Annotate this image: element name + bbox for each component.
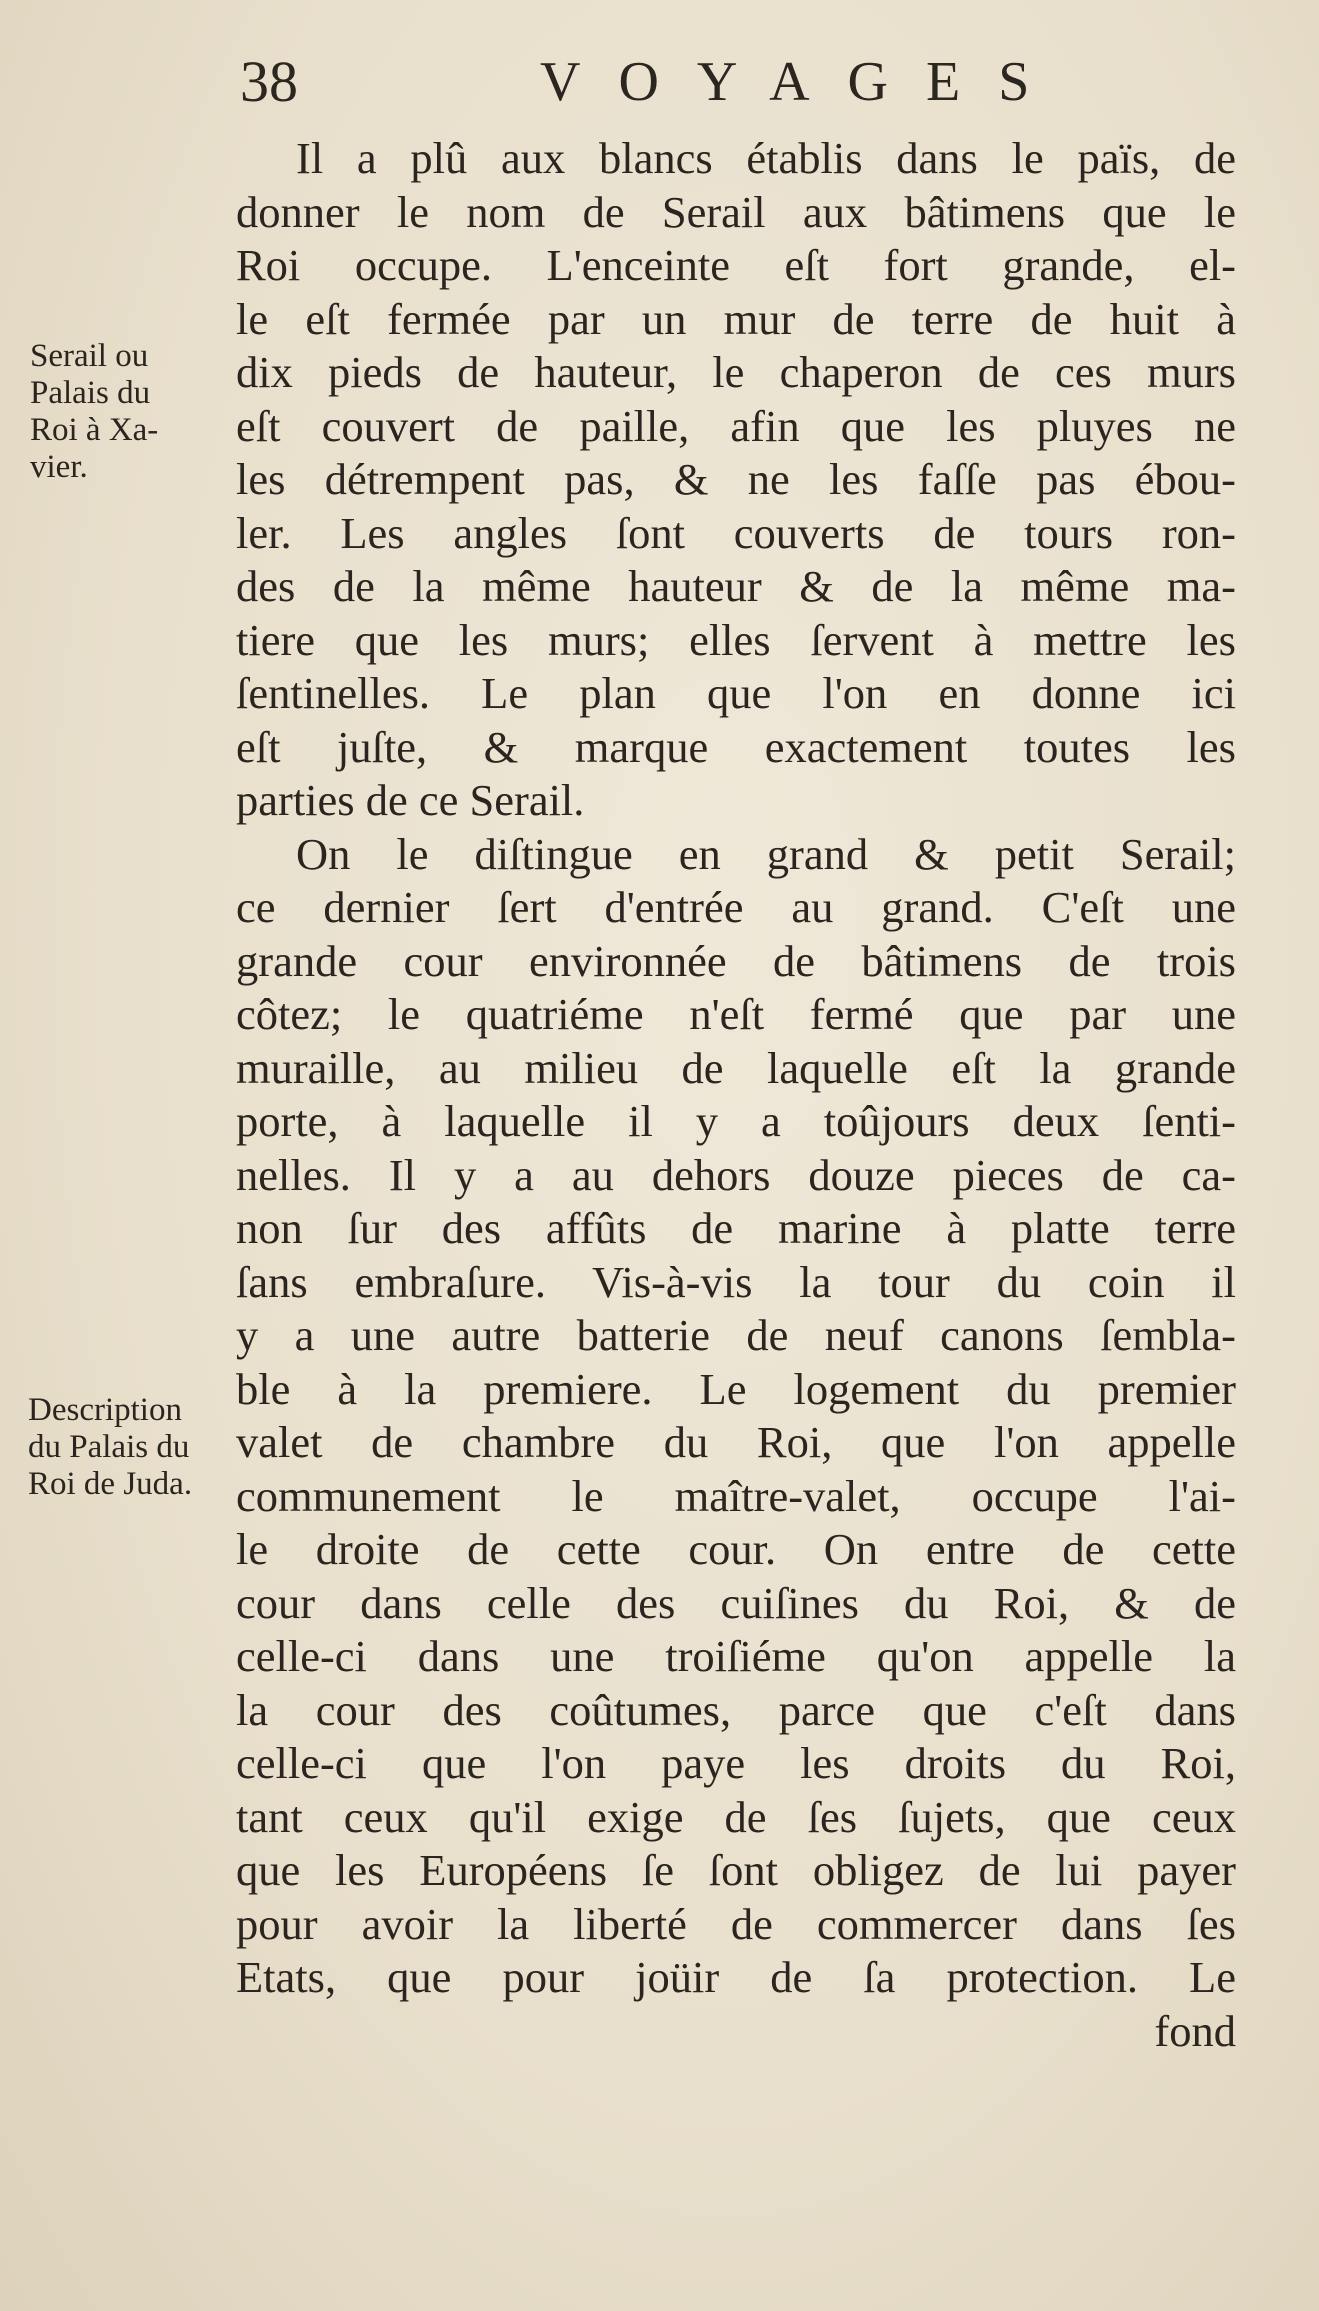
body-text <box>236 132 1236 2058</box>
text-line: celle-ci dans une troiſiéme qu'on appelle la <box>236 1631 1236 1681</box>
text-line: celle-ci que l'on paye les droits du Roi, <box>236 1738 1236 1788</box>
page-number: 38 <box>240 49 298 114</box>
text-line: tant ceux qu'il exige de ſes ſujets, que ceux <box>236 1791 1236 1842</box>
running-head: VOYAGES <box>540 51 1068 113</box>
margin-note-line: Serail ou <box>30 338 149 374</box>
text-line: grande cour environnée de bâtimens de trois <box>236 935 1236 986</box>
text-line: donner le nom de Serail aux bâtimens que le <box>236 186 1236 237</box>
text-line: tiere que les murs; elles ſervent à mettre les <box>236 614 1236 665</box>
text-line: parties de ce Serail. <box>236 775 585 825</box>
text-line: Roi occupe. L'enceinte eſt fort grande, el- <box>236 240 1236 290</box>
text-line: eſt juſte, & marque exactement toutes les <box>236 721 1236 772</box>
text-line: pour avoir la liberté de commercer dans ſes <box>236 1898 1236 1949</box>
text-line: porte, à laquelle il y a toûjours deux ſenti- <box>236 1096 1236 1146</box>
text-line: dix pieds de hauteur, le chaperon de ces murs <box>236 347 1236 397</box>
text-line: la cour des coûtumes, parce que c'eſt dans <box>236 1684 1236 1735</box>
catchword: fond <box>1154 2005 1236 2056</box>
text-line: valet de chambre du Roi, que l'on appelle <box>236 1417 1236 1467</box>
text-line: que les Européens ſe ſont obligez de lui payer <box>236 1845 1236 1895</box>
margin-note-line: du Palais du <box>28 1429 190 1465</box>
text-line: cour dans celle des cuiſines du Roi, & de <box>236 1577 1236 1628</box>
margin-note-line: vier. <box>30 449 88 485</box>
text-line: muraille, au milieu de laquelle eſt la grande <box>236 1042 1236 1093</box>
page-header <box>240 49 1068 114</box>
text-line: le eſt fermée par un mur de terre de huit à <box>236 293 1236 344</box>
text-line: Il a plû aux blancs établis dans le païs, de <box>296 133 1236 183</box>
margin-note-line: Roi de Juda. <box>28 1466 193 1502</box>
text-line: des de la même hauteur & de la même ma- <box>236 561 1236 611</box>
margin-note-description <box>28 1392 228 1503</box>
text-line: Etats, que pour joüir de ſa protection. Le <box>236 1952 1236 2002</box>
text-line: ler. Les angles ſont couverts de tours ron- <box>236 507 1236 558</box>
text-line: On le diſtingue en grand & petit Serail; <box>296 828 1236 879</box>
text-line: y a une autre batterie de neuf canons ſembla- <box>236 1310 1236 1360</box>
text-line: ce dernier ſert d'entrée au grand. C'eſt une <box>236 882 1236 932</box>
margin-note-serail <box>30 338 230 486</box>
text-line: les détrempent pas, & ne les faſſe pas ébou- <box>236 454 1236 504</box>
text-line: communement le maître-valet, occupe l'ai- <box>236 1470 1236 1521</box>
text-line: nelles. Il y a au dehors douze pieces de ca- <box>236 1149 1236 1200</box>
text-line: ſans embraſure. Vis-à-vis la tour du coin il <box>236 1256 1236 1307</box>
text-line: ble à la premiere. Le logement du premier <box>236 1363 1236 1414</box>
margin-note-line: Roi à Xa- <box>30 412 159 448</box>
text-line: eſt couvert de paille, afin que les pluyes ne <box>236 400 1236 451</box>
margin-note-line: Palais du <box>30 375 151 411</box>
margin-note-line: Description <box>28 1392 182 1428</box>
text-line: ſentinelles. Le plan que l'on en donne ici <box>236 668 1236 718</box>
text-line: non ſur des affûts de marine à platte terre <box>236 1203 1236 1253</box>
text-line: le droite de cette cour. On entre de cette <box>236 1524 1236 1574</box>
text-line: côtez; le quatriéme n'eſt fermé que par une <box>236 989 1236 1039</box>
